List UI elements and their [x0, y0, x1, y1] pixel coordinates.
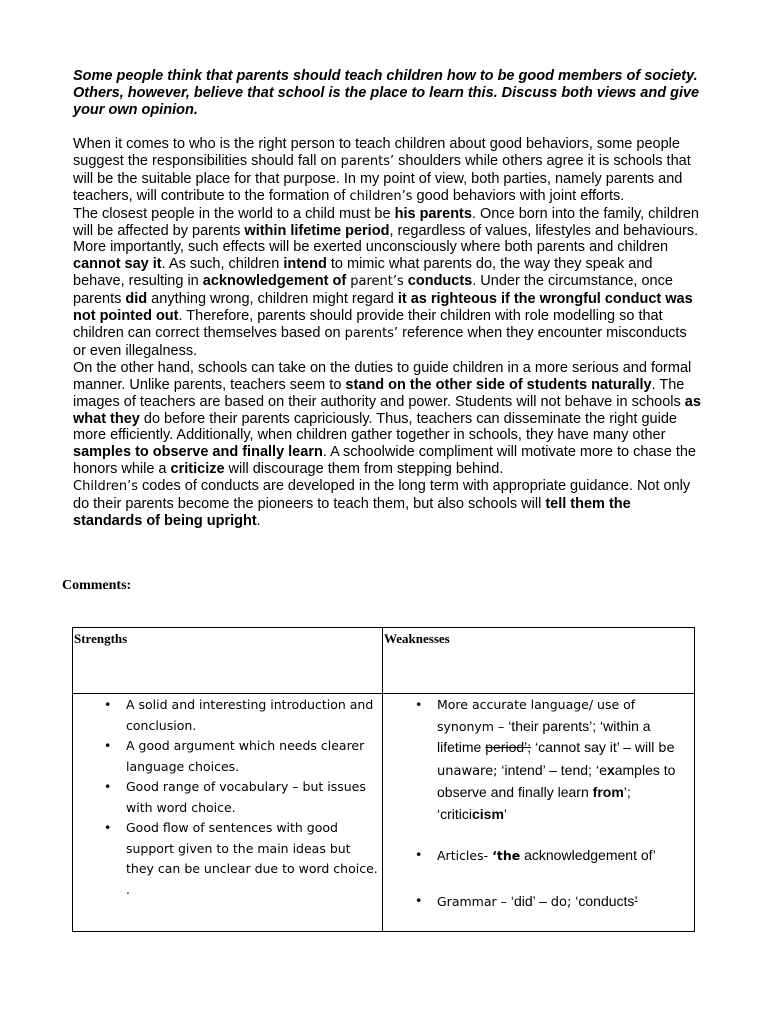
table-header-divider: [73, 693, 694, 694]
essay-paragraph-conclusion: Children’s codes of conducts are developed in the long term with appropriate guidance. Not only do their parents become the pioneers to teach them, but also schools will tell them the standards of being upright.: [73, 478, 691, 529]
list-item: • Good range of vocabulary – but issues with word choice.: [104, 779, 366, 815]
bullet-icon: •: [104, 820, 112, 835]
list-item: • Good flow of sentences with good support given to the main ideas but they can be unclear due to word choice.: [104, 820, 378, 876]
comments-heading: Comments:: [62, 578, 132, 593]
essay-paragraph-intro: When it comes to who is the right person to teach children about good behaviors, some people suggest the responsibilities should fall on parents’ shoulders while others agree it is schools that will be the suitable place for that purpose. In my point of view, both parties, namely parents and teachers, will contribute to the formation of children’s good behaviors with joint efforts.: [73, 136, 691, 204]
bullet-icon: •: [415, 697, 423, 712]
bullet-icon: •: [104, 779, 112, 794]
weaknesses-header: Weaknesses: [384, 631, 450, 646]
feedback-table: [72, 627, 695, 932]
essay-body: [73, 136, 703, 530]
list-item: • Articles- ‘the acknowledgement of’: [384, 845, 689, 867]
strengths-header: Strengths: [74, 631, 128, 646]
strengths-list: [73, 695, 378, 900]
list-item: • Grammar – ‘did’ – do; ‘conducts’: [415, 892, 638, 910]
list-item: • A good argument which needs clearer language choices.: [104, 738, 365, 774]
essay-prompt: Some people think that parents should teach children how to be good members of society. Others, however, believe that school is the place to learn this. Discuss both views and give your own opinion.: [73, 68, 700, 118]
bullet-icon: •: [104, 697, 112, 712]
bullet-icon: •: [415, 892, 423, 908]
table-column-divider: [382, 628, 383, 931]
essay-paragraph-schools: On the other hand, schools can take on the duties to guide children in a more serious and formal manner. Unlike parents, teachers seem to stand on the other side of students naturally. The images of teachers are based on their authority and power. Students will not behave in schools as what they do before their parents capriciously. Thus, teachers can disseminate the right guide more efficiently. Additionally, when children gather together in schools, they have many other samples to observe and finally learn. A schoolwide compliment will motivate more to chase the honors while a criticize will discourage them from stepping behind.: [73, 359, 701, 478]
list-item: • More accurate language/ use of synonym – ‘their parents’; ‘within a lifetime period’; ‘cannot say it’ – will be unaware; ‘intend’ – tend; ‘examples to observe and finally learn from’; ‘criticicism’: [415, 697, 676, 822]
essay-paragraph-parents: The closest people in the world to a child must be his parents. Once born into the family, children will be affected by parents within lifetime period, regardless of values, lifestyles and behaviours. More importantly, such effects will be exerted unconsciously where both parents and children cannot say it. As such, children intend to mimic what parents do, the way they speak and behave, resulting in acknowledgement of parent’s conducts. Under the circumstance, once parents did anything wrong, children might regard it as righteous if the wrongful conduct was not pointed out. Therefore, parents should provide their children with role modelling so that children can correct themselves based on parents’ reference when they encounter misconducts or even illegalness.: [73, 205, 699, 359]
list-item: • A solid and interesting introduction and conclusion.: [104, 697, 374, 733]
bullet-icon: •: [415, 847, 423, 862]
weaknesses-list: [384, 695, 689, 913]
bullet-icon: •: [104, 738, 112, 753]
strengths-trailing-mark: .: [126, 881, 130, 897]
